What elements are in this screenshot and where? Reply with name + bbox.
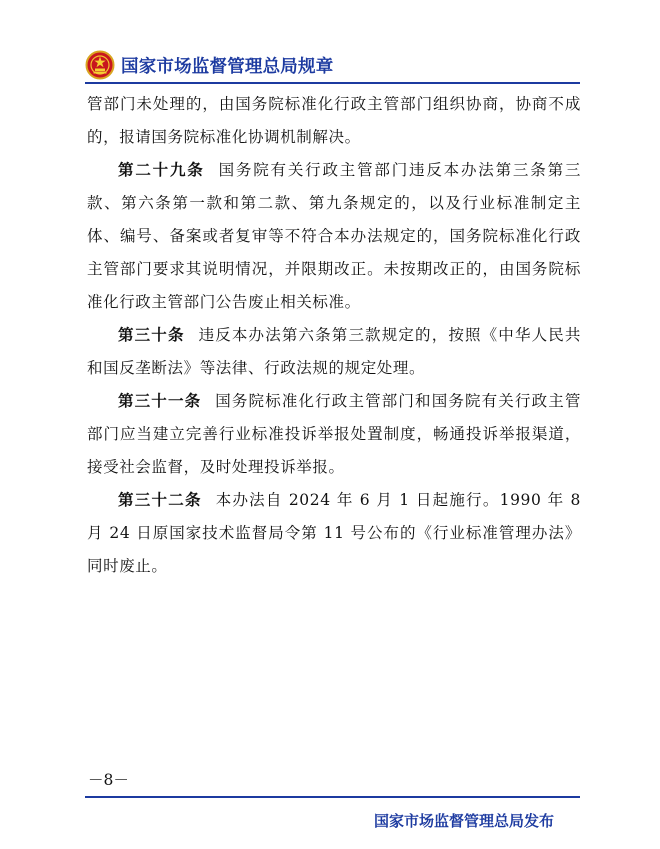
article-label: 第三十二条: [118, 491, 202, 509]
page-header: [85, 50, 585, 84]
document-body: [87, 88, 581, 583]
continuation-paragraph: 管部门未处理的，由国务院标准化行政主管部门组织协商，协商不成的，报请国务院标准化协调机制解决。: [87, 95, 581, 146]
article-30: [87, 319, 581, 385]
footer-publisher: 国家市场监督管理总局发布: [373, 812, 554, 830]
article-31: [87, 385, 581, 484]
article-text: 国务院标准化行政主管部门和国务院有关行政主管部门应当建立完善行业标准投诉举报处置制度，畅通投诉举报渠道，接受社会监督，及时处理投诉举报。: [87, 392, 581, 476]
header-title: 国家市场监督管理总局规章: [121, 57, 334, 77]
article-29: [87, 154, 581, 319]
article-label: 第三十条: [118, 326, 185, 344]
article-text: 国务院有关行政主管部门违反本办法第三条第三款、第六条第一款和第二款、第九条规定的，以及行业标准制定主体、编号、备案或者复审等不符合本办法规定的，国务院标准化行政主管部门要求其说明情况，并限期改正。未按期改正的，由国务院标准化行政主管部门公告废止相关标准。: [87, 161, 581, 311]
article-label: 第三十一条: [118, 392, 202, 410]
page-number: －8－: [88, 771, 129, 789]
article-text: 违反本办法第六条第三款规定的，按照《中华人民共和国反垄断法》等法律、行政法规的规定处理。: [87, 326, 581, 377]
article-label: 第二十九条: [118, 161, 205, 179]
article-32: [87, 484, 581, 583]
header-divider: [85, 82, 580, 84]
article-text: 本办法自 2024 年 6 月 1 日起施行。1990 年 8 月 24 日原国家技术监督局令第 11 号公布的《行业标准管理办法》同时废止。: [87, 491, 581, 575]
footer-divider: [85, 796, 580, 798]
national-emblem-icon: [85, 50, 115, 80]
